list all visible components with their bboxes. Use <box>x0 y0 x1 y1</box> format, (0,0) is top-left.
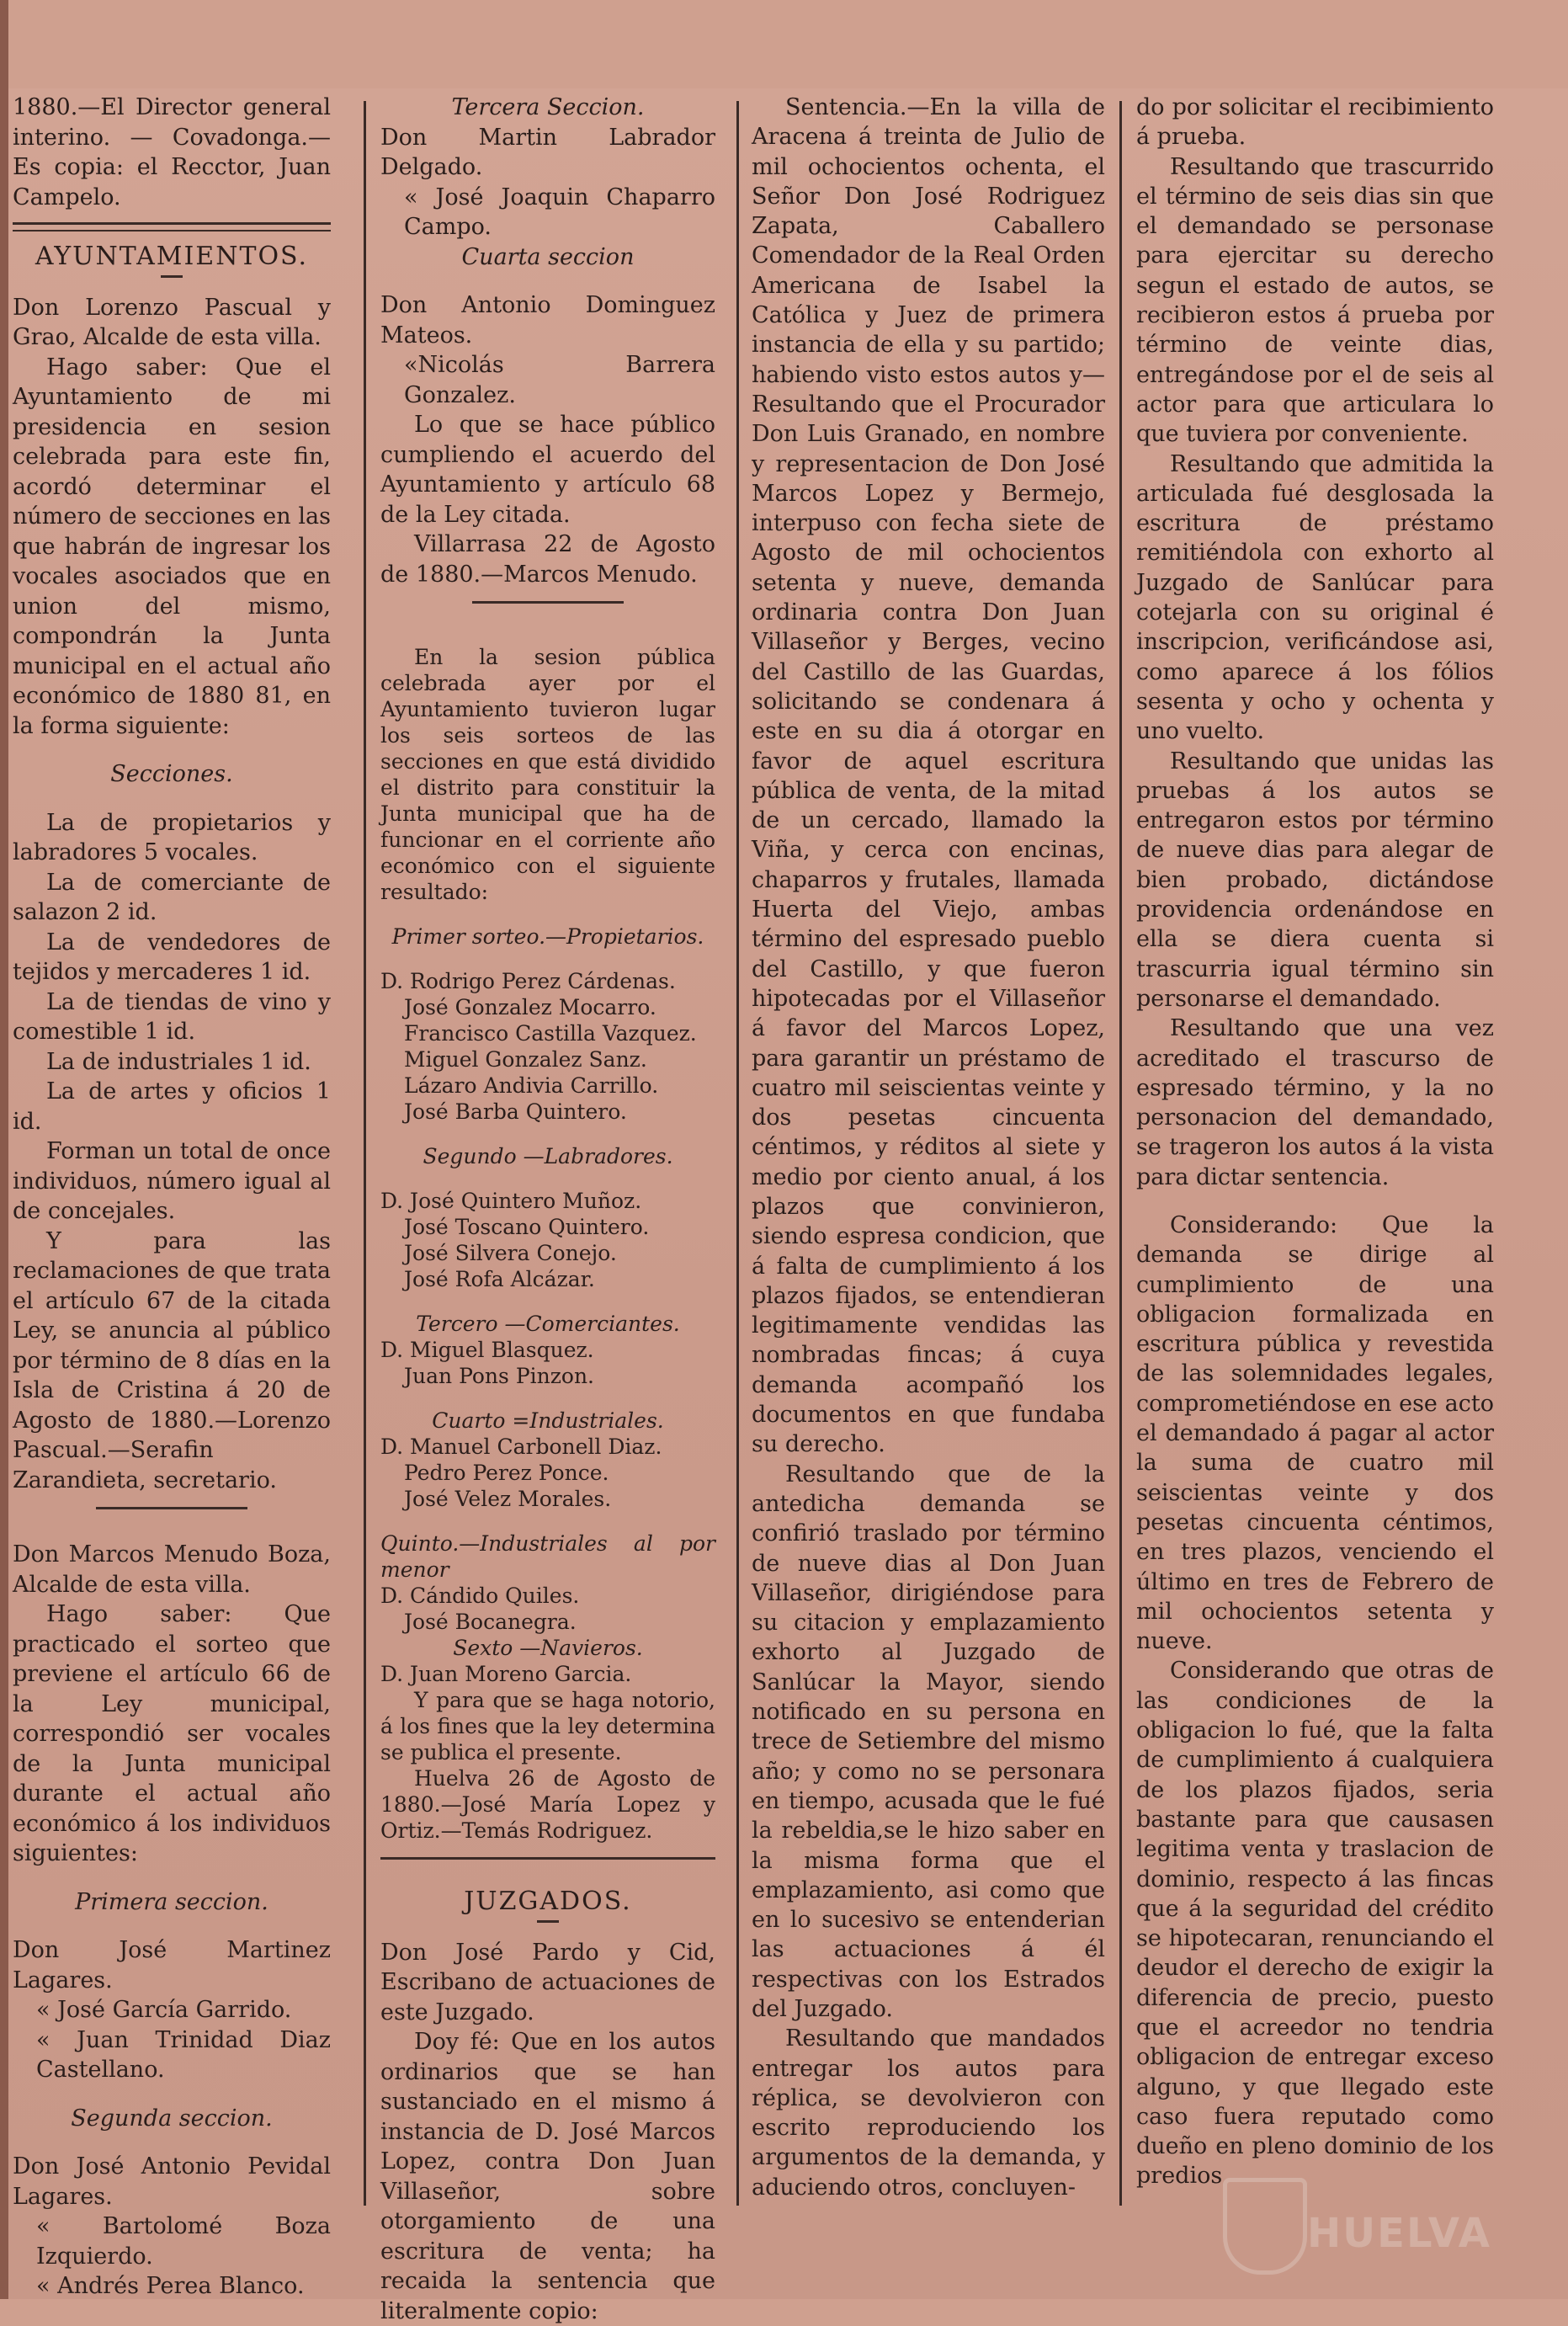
list-item: D. Rodrigo Perez Cárdenas. <box>380 969 676 993</box>
notice-issuer: Don Marcos Menudo Boza, Alcalde de esta villa. <box>13 1541 331 1598</box>
list-item: Pedro Perez Ponce. <box>404 1461 609 1485</box>
section-divider <box>13 222 331 232</box>
list-item: « José García Garrido. <box>36 1997 292 2023</box>
heading-dash <box>161 275 183 278</box>
list-item: José Velez Morales. <box>404 1487 612 1511</box>
list-item: La de comerciante de salazon 2 id. <box>13 869 331 925</box>
judgment-paragraph: Resultando que una vez acreditado el trascurso de espresado término, y la no personacion del demandado, se trageron los autos á la vista para dictar sentencia. <box>1136 1015 1494 1190</box>
notice-signature: Villarrasa 22 de Agosto de 1880.—Marcos Menudo. <box>380 531 715 588</box>
list-item: «Nicolás Barrera Gonzalez. <box>404 352 715 408</box>
column-2 <box>380 93 715 2326</box>
list-item: La de industriales 1 id. <box>46 1048 311 1075</box>
notice-paragraph: Hago saber: Que el Ayuntamiento de mi presidencia en sesion celebrada para este fin, acordó determinar el número de secciones en las que habrán de ingresar los vocales asociados que en union del mismo, compondrán la Junta municipal en el actual año económico de 1880 81, en la forma siguiente: <box>13 354 331 739</box>
subheading: Tercero —Comerciantes. <box>416 1312 680 1336</box>
judgment-paragraph: Considerando que otras de las condiciones de la obligacion lo fué, que la falta de cumplimiento á cualquiera de los plazos fijados, seria bastante para que causasen legitima venta y traslacion de dominio, respecto á las fincas que á la seguridad del crédito se hipotecaran, renunciando el deudor el derecho de exigir la diferencia de precio, puesto que el acreedor no tendria obligacion de entregar exceso alguno, y que llegado este caso fuera reputado como dueño en pleno dominio de los predios <box>1136 1658 1494 2190</box>
notice-divider <box>472 601 624 604</box>
notice-issuer: Don José Pardo y Cid, Escribano de actuaciones de este Juzgado. <box>380 1939 715 2025</box>
list-item: Francisco Castilla Vazquez. <box>404 1021 697 1046</box>
list-item: D. Juan Moreno Garcia. <box>380 1662 632 1686</box>
column-rule <box>1119 101 1122 2206</box>
subheading: Segunda seccion. <box>71 2105 273 2132</box>
notice-paragraph: Y para que se haga notorio, á los fines que la ley determina se publica el presente. <box>380 1688 715 1764</box>
judgment-paragraph: Resultando que unidas las pruebas á los autos se entregaron estos por término de nueve dias para alegar de bien probado, dictándose providencia ordenándose en ella se diera cuenta si trascurria igual término sin personarse el demandado. <box>1136 748 1494 1012</box>
subheading: Primera seccion. <box>75 1888 268 1915</box>
section-divider <box>380 1857 715 1860</box>
list-item: José Barba Quintero. <box>404 1099 627 1124</box>
notice-paragraph: Doy fé: Que en los autos ordinarios que se han sustanciado en el mismo á instancia de D. José Marcos Lopez, contra Don Juan Villaseñor, sobre otorgamiento de una escritura de venta; ha recaida la sentencia que literalmente copio: <box>380 2029 715 2324</box>
column-1 <box>13 93 331 2302</box>
judgment-paragraph: Resultando que admitida la articulada fué desglosada la escritura de préstamo remitiéndola con exhorto al Juzgado de Sanlúcar para cotejarla con su original é inscripcion, verificándose asi, como aparece á los fólios sesenta y ocho y ochenta y uno vuelto. <box>1136 450 1494 745</box>
list-item: « José Joaquin Chaparro Campo. <box>404 184 715 240</box>
list-item: Lázaro Andivia Carrillo. <box>404 1073 659 1098</box>
library-watermark <box>1223 2178 1509 2270</box>
judgment-paragraph: Resultando que trascurrido el término de seis dias sin que el demandado se personase para ejercitar su derecho segun el estado de autos, se recibieron estos á prueba por término de veinte dias, entregándose por el de seis al actor para que articulara lo que tuviera por conveniente. <box>1136 153 1494 448</box>
list-item: D. Manuel Carbonell Diaz. <box>380 1434 662 1459</box>
list-item: La de artes y oficios 1 id. <box>13 1078 331 1135</box>
list-item: D. Miguel Blasquez. <box>380 1338 594 1362</box>
intro-signature: 1880.—El Director general interino. — Covadonga.—Es copia: el Recctor, Juan Campelo. <box>13 94 331 210</box>
subheading: Tercera Seccion. <box>451 94 645 120</box>
list-item: La de tiendas de vino y comestible 1 id. <box>13 988 331 1045</box>
list-item: José Toscano Quintero. <box>404 1215 650 1239</box>
notice-paragraph: Forman un total de once individuos, número igual al de concejales. <box>13 1138 331 1224</box>
subheading: Cuarto =Industriales. <box>432 1408 664 1433</box>
list-item: Don Martin Labrador Delgado. <box>380 124 715 180</box>
list-item: José Rofa Alcázar. <box>404 1267 595 1291</box>
judgment-paragraph: Resultando que mandados entregar los autos para réplica, se devolvieron con escrito reproduciendo los argumentos de la demanda, y aduciendo otros, concluyen- <box>752 2025 1105 2201</box>
section-heading: JUZGADOS. <box>464 1887 632 1916</box>
notice-divider <box>96 1507 247 1509</box>
watermark-text: HUELVA <box>1307 2210 1491 2257</box>
notice-paragraph: Y para las reclamaciones de que trata el artículo 67 de la citada Ley, se anuncia al público por término de 8 días en la Isla de Cristina á 20 de Agosto de 1880.—Lorenzo Pascual.—Serafin Zarandieta, secretario. <box>13 1227 331 1493</box>
judgment-paragraph: Sentencia.—En la villa de Aracena á treinta de Julio de mil ochocientos ochenta, el Señor Don José Rodriguez Zapata, Caballero Comendador de la Real Orden Americana de Isabel la Católica y Juez de primera instancia de ella y su partido; habiendo visto estos autos y—Resultando que el Procurador Don Luis Granado, en nombre y representacion de Don José Marcos Lopez y Bermejo, interpuso con fecha siete de Agosto de mil ochocientos setenta y nueve, demanda ordinaria contra Don Juan Villaseñor y Berges, vecino del Castillo de las Guardas, solicitando se condenara á este en su dia á otorgar en favor de aquel escritura pública de venta, de la mitad de un cercado, llamado la Viña, y cerca con encinas, chaparros y frutales, llamada Huerta del Viejo, ambas término del espresado pueblo del Castillo, y que fueron hipotecadas por el Villaseñor á favor del Marcos Lopez, para garantir un préstamo de cuatro mil seiscientas veinte y dos pesetas cincuenta céntimos, y réditos al siete y medio por ciento anual, á los plazos que convinieron, siendo espresa condicion, que á falta de cumplimiento á los plazos fijados, se entendieran legitimamente vendidas las nombradas fincas; á cuya demanda acompañó los documentos en que fundaba su derecho. <box>752 94 1105 1458</box>
list-item: José Silvera Conejo. <box>404 1241 617 1265</box>
subheading: Cuarta seccion <box>461 243 635 270</box>
list-item: Juan Pons Pinzon. <box>404 1364 595 1388</box>
subheading: Secciones. <box>110 761 233 787</box>
column-3 <box>752 93 1105 2202</box>
subheading: Segundo —Labradores. <box>423 1144 673 1168</box>
list-item: D. José Quintero Muñoz. <box>380 1189 642 1213</box>
list-item: « Andrés Perea Blanco. <box>36 2273 305 2299</box>
list-item: José Gonzalez Mocarro. <box>404 995 656 1019</box>
list-item: D. Cándido Quiles. <box>380 1583 580 1608</box>
list-item: La de propietarios y labradores 5 vocales. <box>13 809 331 865</box>
list-item: Miguel Gonzalez Sanz. <box>404 1047 647 1072</box>
subheading: Sexto —Navieros. <box>453 1636 643 1660</box>
list-item: « Bartolomé Boza Izquierdo. <box>36 2213 331 2270</box>
notice-paragraph: En la sesion pública celebrada ayer por el Ayuntamiento tuvieron lugar los seis sorteos de las secciones en que está dividido el distrito para constituir la Junta municipal que ha de funcionar en el corriente año económico con el siguiente resultado: <box>380 645 715 904</box>
list-item: Don José Antonio Pevidal Lagares. <box>13 2153 331 2210</box>
page-edge <box>0 0 8 2299</box>
notice-paragraph: Lo que se hace público cumpliendo el acuerdo del Ayuntamiento y artículo 68 de la Ley citada. <box>380 412 715 528</box>
list-item: « Juan Trinidad Diaz Castellano. <box>36 2026 331 2083</box>
column-4 <box>1136 93 1494 2191</box>
subheading: Quinto.—Industriales al por menor <box>380 1531 715 1582</box>
judgment-paragraph: do por solicitar el recibimiento á prueba. <box>1136 94 1494 151</box>
subheading: Primer sorteo.—Propietarios. <box>391 924 704 949</box>
judgment-paragraph: Considerando: Que la demanda se dirige al cumplimiento de una obligacion formalizada en escritura pública y revestida de las solemnidades legales, comprometiéndose en ese acto el demandado á pagar al actor la suma de cuatro mil seiscientas veinte y dos pesetas cincuenta céntimos, en tres plazos, venciendo el último en tres de Febrero de mil ochocientos setenta y nueve. <box>1136 1211 1494 1655</box>
list-item: Don José Martinez Lagares. <box>13 1937 331 1993</box>
judgment-paragraph: Resultando que de la antedicha demanda se confirió traslado por término de nueve dias al Don Juan Villaseñor, dirigiéndose para su citacion y emplazamiento exhorto al Juzgado de Sanlúcar la Mayor, siendo notificado en su persona en trece de Setiembre del mismo año; y como no se personara en tiempo, acusada que le fué la rebeldia,se le hizo saber en la misma forma que el emplazamiento, asi como que en lo sucesivo se entenderian las actuaciones á él respectivas con los Estrados del Juzgado. <box>752 1461 1105 2022</box>
notice-issuer: Don Lorenzo Pascual y Grao, Alcalde de esta villa. <box>13 294 331 350</box>
notice-paragraph: Hago saber: Que practicado el sorteo que previene el artículo 66 de la Ley municipal, correspondió ser vocales de la Junta municipal durante el actual año económico á los individuos siguientes: <box>13 1601 331 1866</box>
section-heading: AYUNTAMIENTOS. <box>35 242 309 271</box>
column-rule <box>736 101 739 2206</box>
list-item: Don Antonio Dominguez Mateos. <box>380 292 715 349</box>
list-item: La de vendedores de tejidos y mercaderes 1 id. <box>13 929 331 985</box>
notice-signature: Huelva 26 de Agosto de 1880.—José María Lopez y Ortiz.—Temás Rodriguez. <box>380 1766 715 1843</box>
column-rule <box>364 101 366 2206</box>
shield-icon <box>1223 2178 1307 2275</box>
list-item: José Bocanegra. <box>404 1610 577 1634</box>
heading-dash <box>537 1920 559 1923</box>
